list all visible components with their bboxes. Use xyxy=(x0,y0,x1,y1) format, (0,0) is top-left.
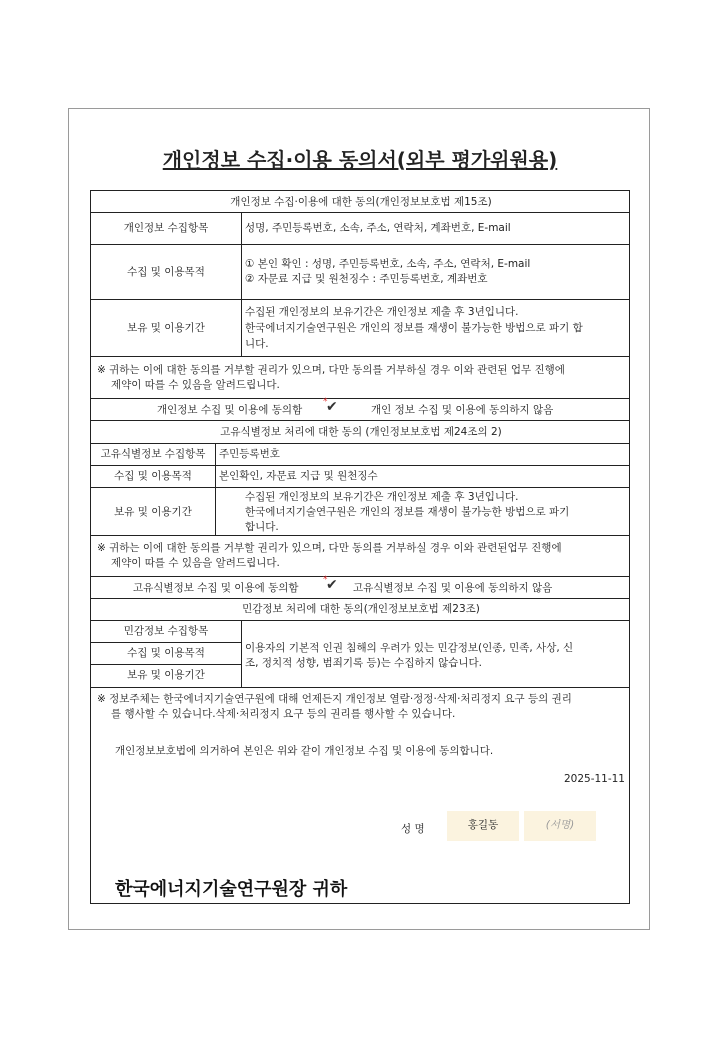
section2-agree-label: 고유식별정보 수집 및 이용에 동의함 xyxy=(133,582,299,594)
section2-value-period-1: 수집된 개인정보의 보유기간은 개인정보 제출 후 3년입니다. xyxy=(245,491,519,503)
section2-value-items: 주민등록번호 xyxy=(219,448,280,460)
required-mark: * xyxy=(323,575,328,585)
signature-stamp-field[interactable]: (서명) xyxy=(524,811,596,841)
section1-value-period-1: 수집된 개인정보의 보유기간은 개인정보 제출 후 3년입니다. xyxy=(245,306,519,318)
section1-notice-2: 제약이 따를 수 있음을 알려드립니다. xyxy=(111,379,280,391)
section1-value-period-3: 니다. xyxy=(245,338,269,350)
rights-notice-2: 를 행사할 수 있습니다.삭제·처리정지 요구 등의 권리를 행사할 수 있습니다. xyxy=(111,708,456,720)
row-divider xyxy=(91,244,629,245)
agree-checkbox-checked[interactable]: ✔ xyxy=(326,399,338,415)
section1-label-items: 개인정보 수집항목 xyxy=(123,222,209,234)
consent-date: 2025-11-11 xyxy=(563,773,625,785)
agree-checkbox-checked[interactable]: ✔ xyxy=(326,577,338,593)
section2-label-period: 보유 및 이용기간 xyxy=(114,506,192,518)
section1-agree-label: 개인정보 수집 및 이용에 동의함 xyxy=(157,404,303,416)
section2-label-items: 고유식별정보 수집항목 xyxy=(100,448,206,460)
section1-value-items: 성명, 주민등록번호, 소속, 주소, 연락처, 계좌번호, E-mail xyxy=(245,222,511,234)
section2-value-purpose: 본인확인, 자문료 지급 및 원천징수 xyxy=(219,470,378,482)
section2-value-period-2: 한국에너지기술연구원은 개인의 정보를 재생이 불가능한 방법으로 파기 xyxy=(245,506,570,518)
section2-disagree-label[interactable]: 고유식별정보 수집 및 이용에 동의하지 않음 xyxy=(353,582,553,594)
section3-label-purpose: 수집 및 이용목적 xyxy=(127,647,205,659)
section1-label-purpose: 수집 및 이용목적 xyxy=(127,266,205,278)
row-divider xyxy=(91,620,629,621)
col-divider xyxy=(241,620,242,687)
rights-notice-1: ※ 정보주체는 한국에너지기술연구원에 대해 언제든지 개인정보 열람·정정·삭제·처리정지 요구 등의 권리 xyxy=(97,693,572,705)
section1-value-period-2: 한국에너지기술연구원은 개인의 정보를 재생이 불가능한 방법으로 파기 합 xyxy=(245,322,583,334)
section1-disagree-label[interactable]: 개인 정보 수집 및 이용에 동의하지 않음 xyxy=(371,404,554,416)
col-divider xyxy=(241,212,242,299)
document-title: 개인정보 수집·이용 동의서(외부 평가위원용) xyxy=(162,148,558,172)
row-divider xyxy=(91,212,629,213)
section3-label-period: 보유 및 이용기간 xyxy=(127,669,205,681)
section1-notice-1: ※ 귀하는 이에 대한 동의를 거부할 권리가 있으며, 다만 동의를 거부하실 경우 이와 관련된 업무 진행에 xyxy=(97,364,565,376)
row-divider xyxy=(91,465,629,466)
addressee: 한국에너지기술연구원장 귀하 xyxy=(115,879,348,900)
section3-header: 민감정보 처리에 대한 동의(개인정보보호법 제23조) xyxy=(242,603,480,615)
row-divider xyxy=(91,398,629,399)
section2-header: 고유식별정보 처리에 대한 동의 (개인정보보호법 제24조의 2) xyxy=(220,426,502,438)
section2-value-period-3: 합니다. xyxy=(245,521,279,533)
section1-value-purpose-1: ① 본인 확인 : 성명, 주민등록번호, 소속, 주소, 연락처, E-mail xyxy=(245,258,531,270)
row-divider xyxy=(91,687,629,688)
section1-value-purpose-2: ② 자문료 지급 및 원천징수 : 주민등록번호, 계좌번호 xyxy=(245,273,488,285)
col-divider xyxy=(215,443,216,535)
row-divider xyxy=(91,356,629,357)
section3-label-items: 민감정보 수집항목 xyxy=(123,625,209,637)
required-mark: * xyxy=(323,397,328,407)
section3-content-2: 조, 정치적 성향, 범죄기록 등)는 수집하지 않습니다. xyxy=(245,657,482,669)
section2-label-purpose: 수집 및 이용목적 xyxy=(114,470,192,482)
signature-label: 성 명 xyxy=(401,823,425,835)
section1-header: 개인정보 수집·이용에 대한 동의(개인정보보호법 제15조) xyxy=(230,196,492,208)
row-divider xyxy=(91,598,629,599)
row-divider xyxy=(91,443,629,444)
section3-content-1: 이용자의 기본적 인권 침해의 우려가 있는 민감정보(인종, 민족, 사상, 신 xyxy=(245,642,574,654)
section2-notice-1: ※ 귀하는 이에 대한 동의를 거부할 권리가 있으며, 다만 동의를 거부하실 경우 이와 관련된업무 진행에 xyxy=(97,542,562,554)
col-divider xyxy=(241,299,242,356)
consent-statement: 개인정보보호법에 의거하여 본인은 위와 같이 개인정보 수집 및 이용에 동의합니다. xyxy=(115,745,494,757)
row-divider xyxy=(91,535,629,536)
signature-name-field[interactable]: 홍길동 xyxy=(447,811,519,841)
row-divider xyxy=(91,664,241,665)
row-divider xyxy=(91,576,629,577)
row-divider xyxy=(91,642,241,643)
section1-label-period: 보유 및 이용기간 xyxy=(127,322,205,334)
row-divider xyxy=(91,420,629,421)
row-divider xyxy=(91,487,629,488)
consent-form xyxy=(90,190,630,904)
row-divider xyxy=(91,299,629,300)
section2-notice-2: 제약이 따를 수 있음을 알려드립니다. xyxy=(111,557,280,569)
